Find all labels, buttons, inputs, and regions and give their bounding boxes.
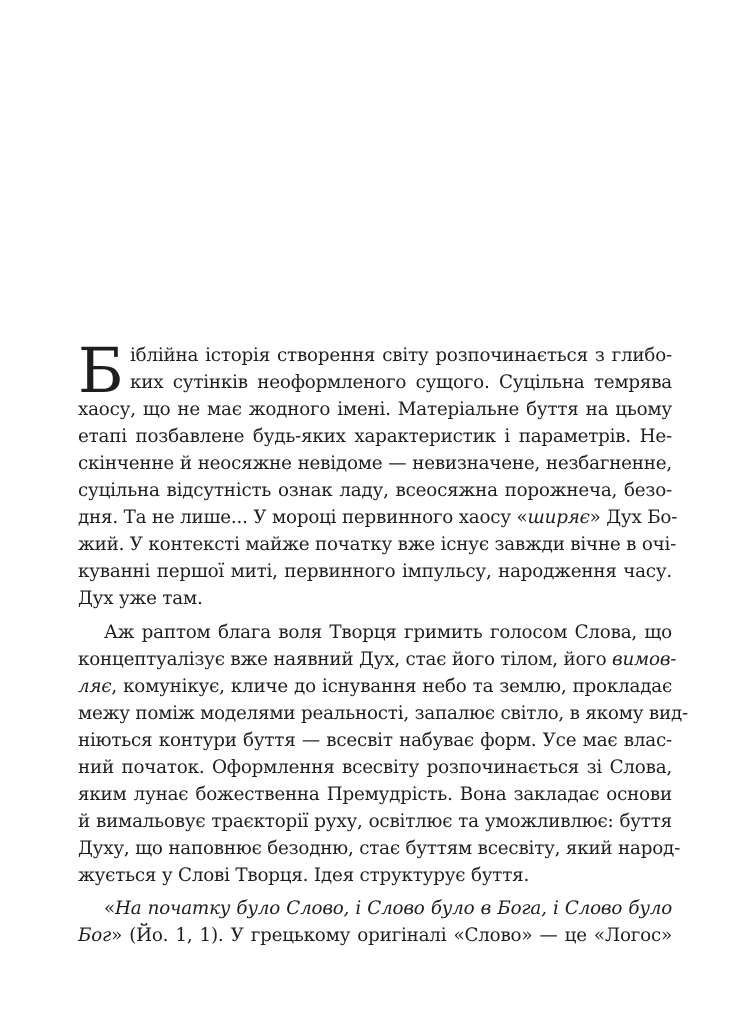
text-line: жується у Слові Творця. Ідея структурує буття. (78, 865, 530, 886)
drop-cap: Б (78, 334, 124, 407)
text-line: ніються контури буття — всесвіт набуває форм. Усе має влас- (78, 730, 672, 751)
paragraph-2 (78, 619, 689, 889)
italic-word: ширяє (527, 507, 590, 528)
text-line (78, 895, 672, 922)
text-line: яким лунає божественна Премудрість. Вона закладає основи (78, 784, 672, 805)
text-line: іблійна історія створення світу розпочинається з глибо- (130, 345, 672, 366)
italic-word: вимов- (612, 649, 677, 670)
text-line: й вимальовує траєкторії руху, освітлює та уможливлює: буття (78, 811, 672, 832)
italic-word: Бог (78, 925, 112, 946)
italic-quote: На початку було Слово, і Слово було в Бога, і Слово було (115, 898, 672, 919)
text-line (78, 673, 672, 700)
paragraph-1 (78, 334, 678, 612)
text-line: ких сутінків неоформленого сущого. Суцільна темрява (130, 372, 672, 393)
text-line (78, 922, 672, 949)
text-line: межу поміж моделями реальності, запалює світло, в якому вид- (78, 703, 689, 724)
text-line: суцільна відсутність ознак ладу, всеосяжна порожнеча, безо- (78, 480, 672, 501)
text-segment: , комунікує, кличе до існування небо та землю, прокладає (111, 676, 672, 697)
text-line: ний початок. Оформлення всесвіту розпочинається зі Слова, (78, 757, 672, 778)
text-line: хаосу, що не має жодного імені. Матеріальне буття на цьому (78, 399, 672, 420)
text-segment: концептуалізує вже наявний Дух, стає його тілом, його (78, 649, 613, 670)
text-line: скінченне й неосяжне невідоме — невизначене, незбагненне, (78, 453, 672, 474)
text-segment: » (Йо. 1, 1). У грецькому оригіналі «Слово» — це «Логос» (111, 925, 672, 946)
italic-word: ляє (78, 676, 112, 697)
text-line: Аж раптом блага воля Творця гримить голосом Слова, що (104, 622, 672, 643)
text-segment: » Дух Бо- (589, 507, 678, 528)
text-line: жий. У контексті майже початку вже існує завжди вічне в очі- (78, 534, 677, 555)
paragraph-3 (78, 895, 672, 949)
text-line (78, 646, 677, 673)
text-line: куванні першої миті, первинного імпульсу, народження часу. (78, 561, 672, 582)
text-line: етапі позбавлене будь-яких характеристик і параметрів. Не- (78, 426, 672, 447)
text-line (78, 504, 678, 531)
text-segment: дня. Та не лише... У мороці первинного хаосу « (78, 507, 528, 528)
text-line: Дух уже там. (78, 588, 203, 609)
text-line: Духу, що наповнює безодню, стає буттям всесвіту, який народ- (78, 838, 681, 859)
text-segment: « (104, 898, 115, 919)
